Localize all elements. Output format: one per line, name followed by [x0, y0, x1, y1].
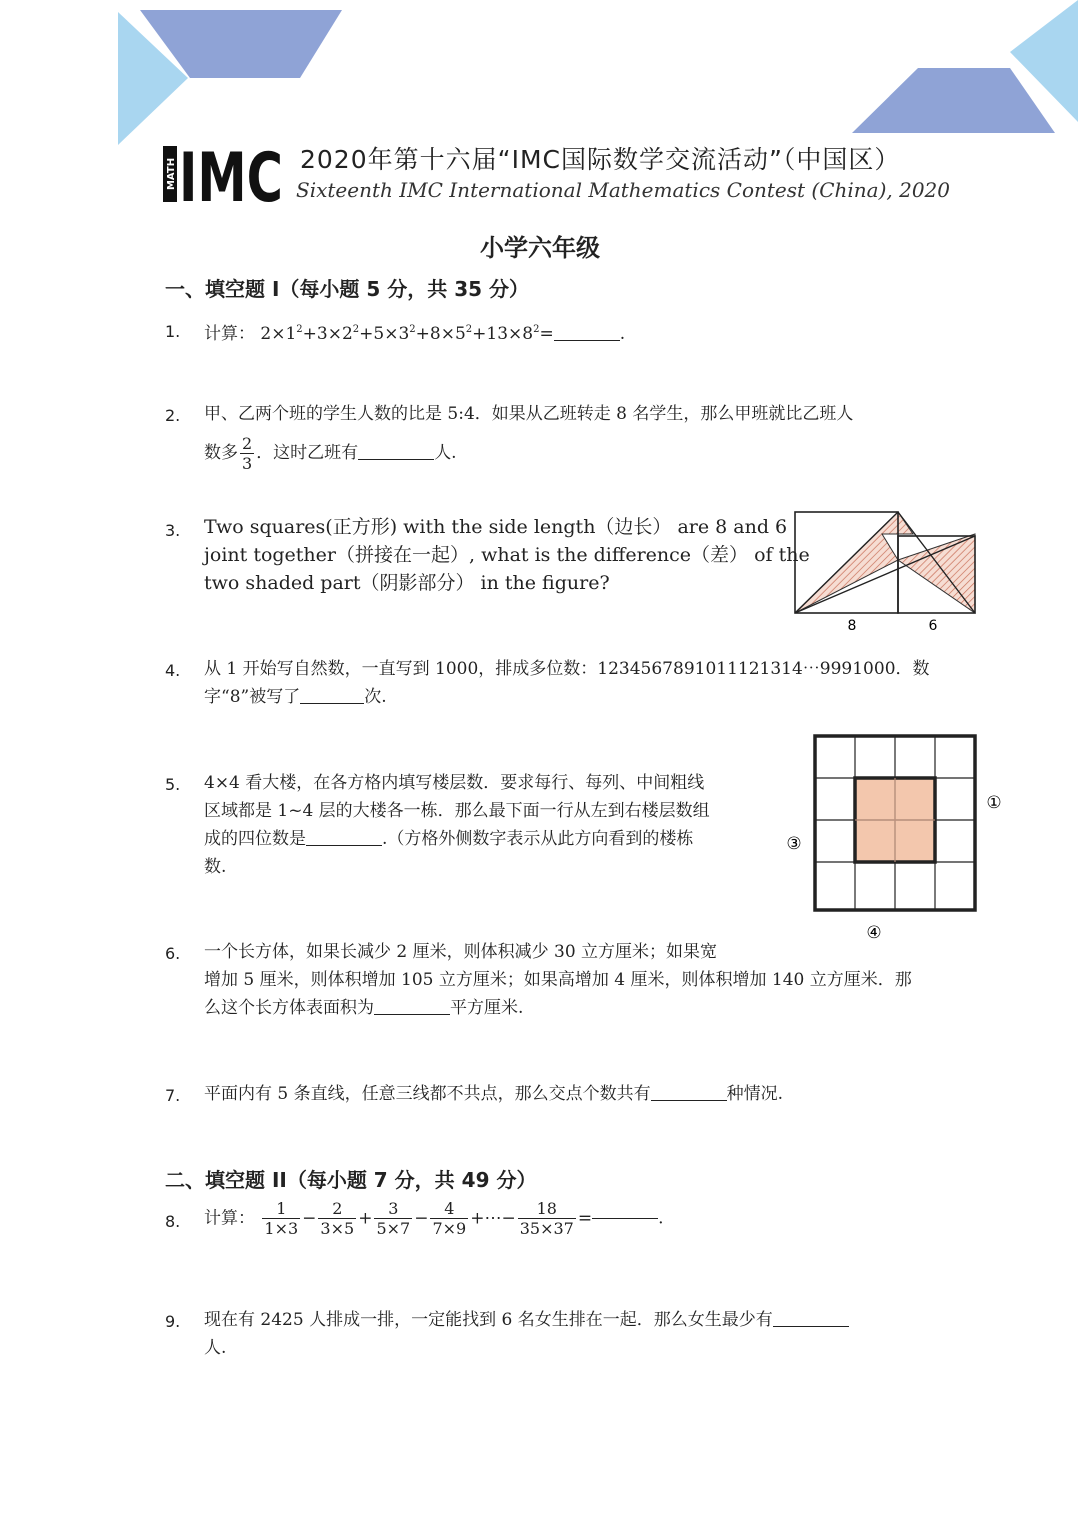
- q6-line1: 一个长方体，如果长减少 2 厘米，则体积减少 30 立方厘米；如果宽: [204, 942, 718, 962]
- grade-title: 小学六年级: [480, 234, 600, 262]
- q8-frac-3: [374, 1199, 412, 1238]
- q1-expr-b: +3×2: [302, 324, 353, 344]
- q8-end: .: [658, 1208, 664, 1229]
- q2-frac-num: 2: [242, 434, 253, 453]
- q1-prefix: 计算：: [204, 324, 255, 344]
- q1-exp-5: 2: [533, 324, 540, 335]
- q8-frac-3-den: 5×7: [376, 1219, 411, 1238]
- q1-exp-1: 2: [296, 324, 303, 335]
- q5-grid-figure: [780, 728, 1010, 950]
- q3-number: 3.: [165, 521, 181, 540]
- q3-line2: joint together（拼接在一起）, what is the difference（差） of the: [204, 544, 810, 566]
- q3-line3: two shaded part（阴影部分） in the figure?: [204, 572, 610, 594]
- q6-number: 6.: [165, 944, 181, 963]
- q8-frac-2: [318, 1199, 356, 1238]
- q5-clue-left: ③: [786, 834, 802, 854]
- q1-equals: =: [539, 324, 554, 344]
- q8-prefix: 计算：: [204, 1208, 255, 1229]
- q7-pre: 平面内有 5 条直线，任意三线都不共点，那么交点个数共有: [204, 1084, 651, 1104]
- q8-number: 8.: [165, 1212, 181, 1231]
- q9-number: 9.: [165, 1312, 181, 1331]
- q2-pre: 数多: [204, 443, 238, 463]
- q8-op-1: −: [302, 1208, 317, 1229]
- q1-number: 1.: [165, 322, 181, 341]
- q5-clue-right: ①: [986, 793, 1002, 813]
- q7-number: 7.: [165, 1086, 181, 1105]
- q8-text: [204, 1199, 664, 1238]
- q8-op-4: +⋯−: [470, 1208, 516, 1229]
- q8-frac-2-den: 3×5: [320, 1219, 355, 1238]
- q5-line2: 区域都是 1~4 层的大楼各一栋．那么最下面一行从左到右楼层数组: [204, 801, 710, 821]
- q5-line3: [204, 825, 693, 853]
- q1-text: [204, 316, 625, 348]
- q5-line3-pre: 成的四位数是: [204, 829, 306, 849]
- q1-answer-blank[interactable]: [554, 340, 620, 341]
- q6-line3: [204, 994, 523, 1022]
- q8-frac-3-num: 3: [374, 1199, 412, 1219]
- q1-expr-a: 2×1: [260, 324, 297, 344]
- imc-logo: [163, 139, 283, 218]
- q3-shaded-right: [898, 534, 975, 613]
- q8-frac-2-num: 2: [318, 1199, 356, 1219]
- section-1-heading: 一、填空题 I（每小题 5 分，共 35 分）: [165, 277, 530, 301]
- q4-line2-end: 次.: [364, 687, 387, 707]
- q4-answer-blank[interactable]: [300, 703, 364, 704]
- q3-line1: Two squares(正方形) with the side length（边长） are 8 and 6: [204, 516, 788, 538]
- deco-right-blue: [852, 68, 1055, 133]
- q5-line3-end: .（方格外侧数字表示从此方向看到的楼栋: [382, 829, 694, 849]
- q6-answer-blank[interactable]: [374, 1014, 450, 1015]
- q9-line2: 人.: [204, 1338, 227, 1358]
- q2-answer-blank[interactable]: [358, 459, 434, 460]
- q5-answer-blank[interactable]: [306, 845, 382, 846]
- q1-expr-e: +13×8: [472, 324, 534, 344]
- q6-line3-pre: 么这个长方体表面积为: [204, 998, 374, 1018]
- q8-frac-5-den: 35×37: [519, 1219, 574, 1238]
- q8-frac-5-num: 18: [518, 1199, 576, 1219]
- logo-text: IMC: [179, 139, 283, 218]
- q4-line2-pre: 字“8”被写了: [204, 687, 301, 707]
- q8-frac-4-den: 7×9: [432, 1219, 467, 1238]
- q1-expr-d: +8×5: [415, 324, 466, 344]
- q4-line2: [204, 683, 387, 711]
- header-decoration: [0, 0, 1080, 150]
- q7-answer-blank[interactable]: [651, 1100, 727, 1101]
- q8-op-2: +: [358, 1208, 373, 1229]
- q5-line4: 数.: [204, 857, 227, 877]
- q4-line1: 从 1 开始写自然数，一直写到 1000，排成多位数：1234567891011121314⋯9991000．数: [204, 659, 930, 679]
- q2-end: 人.: [434, 443, 457, 463]
- q8-answer-blank[interactable]: [592, 1218, 658, 1219]
- contest-title-cn: 2020年第十六届“IMC国际数学交流活动”（中国区）: [300, 145, 901, 174]
- q2-mid: ．这时乙班有: [256, 443, 359, 463]
- q3-shaded-left: [795, 512, 913, 613]
- q4-number: 4.: [165, 661, 181, 680]
- q9-line1-wrap: [204, 1306, 849, 1334]
- q2-frac-den: 3: [242, 454, 253, 473]
- q7-end: 种情况.: [726, 1084, 784, 1104]
- q1-exp-3: 2: [409, 324, 416, 335]
- q3-label-6: 6: [928, 618, 938, 634]
- q3-figure: [790, 505, 982, 640]
- q1-exp-2: 2: [352, 324, 360, 335]
- q1-end: .: [619, 324, 626, 344]
- q1-expr-c: +5×3: [359, 324, 410, 344]
- q6-line2: 增加 5 厘米，则体积增加 105 立方厘米；如果高增加 4 厘米，则体积增加 140 立方厘米．那: [204, 970, 912, 990]
- q6-line3-end: 平方厘米.: [450, 998, 524, 1018]
- q1-exp-4: 2: [465, 324, 473, 335]
- q5-line1: 4×4 看大楼，在各方格内填写楼层数．要求每行、每列、中间粗线: [204, 773, 705, 793]
- q8-frac-1-num: 1: [262, 1199, 300, 1219]
- q5-number: 5.: [165, 775, 181, 794]
- q8-frac-1: [262, 1199, 300, 1238]
- q2-line1: 甲、乙两个班的学生人数的比是 5:4．如果从乙班转走 8 名学生，那么甲班就比乙班人: [204, 404, 854, 424]
- section-2-heading: 二、填空题 II（每小题 7 分，共 49 分）: [165, 1168, 537, 1192]
- q2-fraction: [240, 434, 254, 473]
- q8-op-5: =: [577, 1208, 593, 1229]
- q8-frac-1-den: 1×3: [264, 1219, 299, 1238]
- contest-title-en: Sixteenth IMC International Mathematics Contest (China), 2020: [296, 178, 950, 202]
- q2-line2: [204, 434, 457, 473]
- q8-op-3: −: [414, 1208, 429, 1229]
- q8-frac-5: [518, 1199, 576, 1238]
- q3-label-8: 8: [847, 618, 857, 634]
- q9-line1: 现在有 2425 人排成一排，一定能找到 6 名女生排在一起．那么女生最少有: [204, 1310, 773, 1330]
- q7-text: [204, 1080, 783, 1108]
- q8-frac-4-num: 4: [430, 1199, 468, 1219]
- q2-number: 2.: [165, 406, 181, 425]
- q5-clue-bottom: ④: [866, 923, 882, 943]
- q9-answer-blank[interactable]: [773, 1326, 849, 1327]
- logo-side-text: MATH: [166, 157, 177, 191]
- q8-frac-4: [430, 1199, 468, 1238]
